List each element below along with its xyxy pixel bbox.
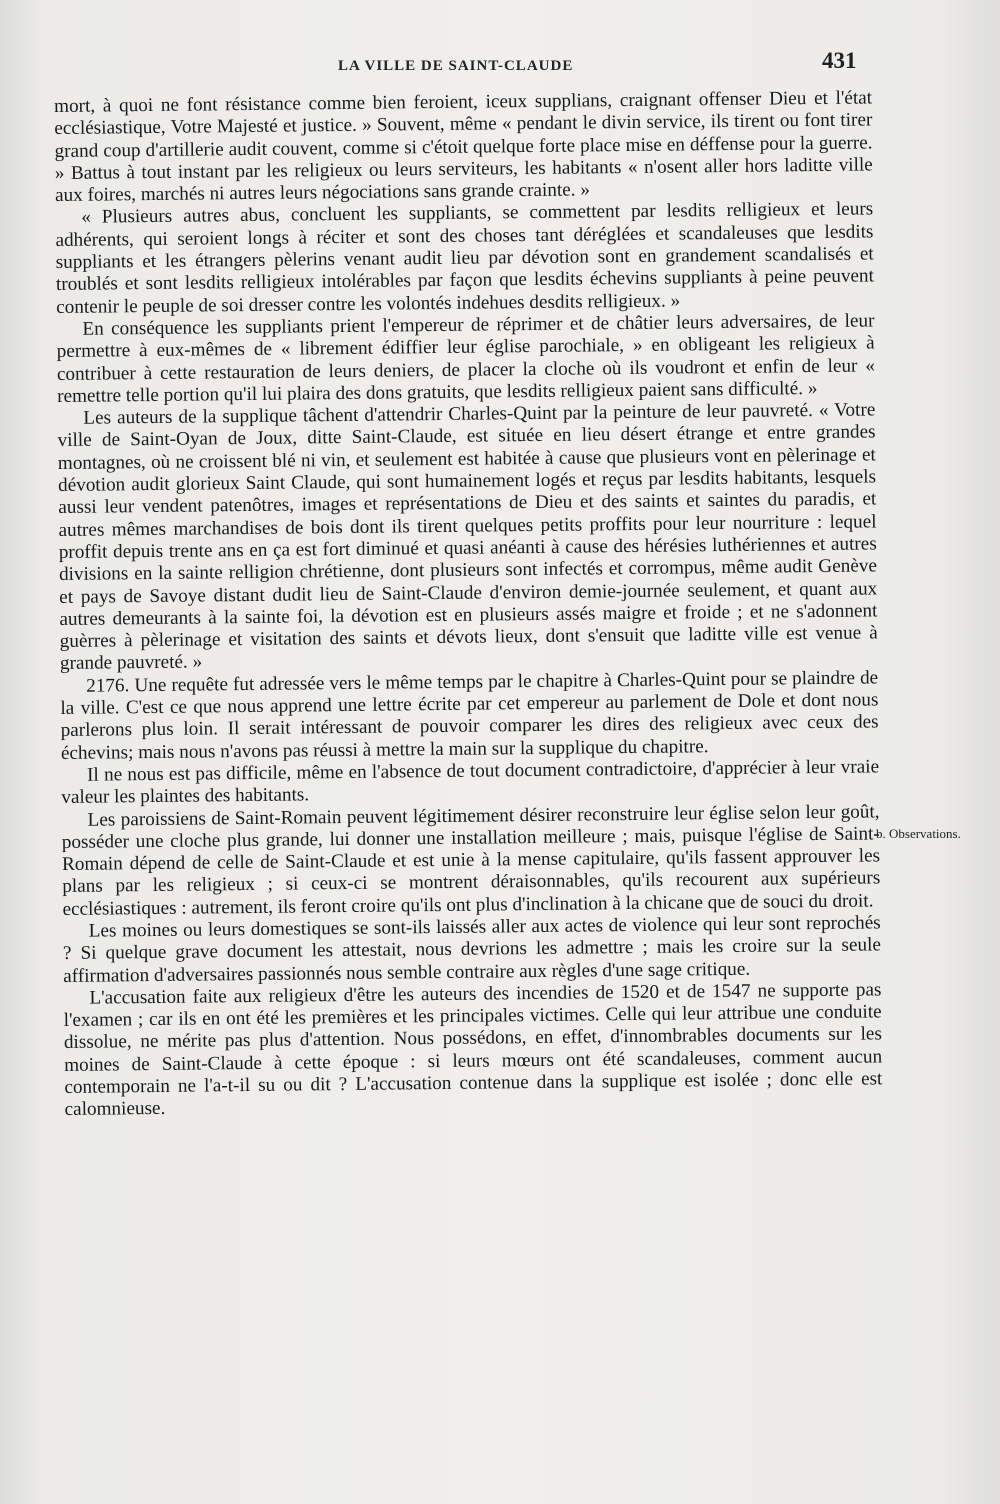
body-text [54, 87, 883, 1121]
page-number: 431 [822, 48, 857, 73]
paragraph-1: mort, à quoi ne font résistance comme bien feroient, iceux supplians, craignant offenser Dieu et l'état ecclésiastique, Votre Majesté et justice. » Souvent, même « pendant le divin service, ils tirent ou font tirer grand coup d'artillerie audit couvent, comme si c'étoit quelque forte place mise en déffense pour la guerre. » Battus à tout instant par les religieux ou leurs serviteurs, les habitants « n'osent aller hors laditte ville aux foires, marchés ni autres leurs négociations sans grande crainte. » [54, 87, 873, 207]
paragraph-3: En conséquence les suppliants prient l'empereur de réprimer et de châtier leurs adversaires, de leur permettre à eux-mêmes de « librement édiffier leur église parochiale, » en obligeant les religieux à contribuer à cette restauration de leurs deniers, de placer la cloche où ils voudront et enfin de leur « remettre telle portion qu'il lui plaira des dons gratuits, que lesdits relligieux paient sans difficulté. » [56, 310, 875, 407]
paragraph-2: « Plusieurs autres abus, concluent les suppliants, se commettent par lesdits relligieux et leurs adhérents, qui seroient longs à réciter et sont des choses tant déréglées et scandaleuses que lesdits suppliants et les étrangers pèlerins venant audit lieu par dévotion sont en grandement scandalisés et troublés et sont lesdits relligieux intolérables par façon que lesdits échevins suppliants à peine peuvent contenir le peuple de soi dresser contre les volontés indehues desdits relligieux. » [55, 198, 875, 318]
paragraph-7: Les paroissiens de Saint-Romain peuvent légitimement désirer reconstruire leur église selon leur goût, posséder une cloche plus grande, lui donner une installation meilleure ; mais, puisque l'église de Saint-Romain dépend de celle de Saint-Claude et est unie à la mense capitulaire, qu'ils fassent approuver les plans par les religieux ; si ceux-ci se montrent déraisonnables, qu'ils recourent aux supérieurs ecclésiastiques : autrement, ils feront croire qu'ils ont plus d'inclination à la chicane que de souci du droit. [61, 800, 881, 920]
paragraph-5: 2176. Une requête fut adressée vers le même temps par le chapitre à Charles-Quint pour se plaindre de la ville. C'est ce que nous apprend une lettre écrite par cet empereur au parlement de Dole et dont nous parlerons plus loin. Il serait intéressant de pouvoir comparer les dires des religieux avec ceux des échevins; mais nous n'avons pas réussi à mettre la main sur la supplique du chapitre. [60, 667, 879, 764]
paragraph-8: Les moines ou leurs domestiques se sont-ils laissés aller aux actes de violence qui leur sont reprochés ? Si quelque grave document les attestait, nous devrions les admettre ; mais les croire sur la seule affirmation d'adversaires passionnés nous semble contraire aux règles d'une sage critique. [62, 912, 882, 987]
paragraph-4: Les auteurs de la supplique tâchent d'attendrir Charles-Quint par la peinture de leur pauvreté. « Votre ville de Saint-Oyan de Joux, ditte Saint-Claude, est située en lieu désert étrange et entre grandes montagnes, où ne croissent blé ni vin, et seulement est habitée à cause que plusieurs vont en pèlerinage et dévotion audit glorieux Saint Claude, qui sont humainement logés et reçus par lesdits habitants, lesquels aussi leur vendent patenôtres, images et représentations de Dieu et des saints et saintes du paradis, et autres mêmes marchandises de bois dont ils tirent quelques petits proffits pour leur nourriture : lequel proffit depuis trente ans en ça est fort diminué et quasi anéanti à cause des hérésies luthériennes et autres divisions en la sainte relligion chrétienne, dont plusieurs sont infectés et corrompus, même audit Genève et pays de Savoye distant dudit lieu de Saint-Claude d'environ demie-journée seulement, et quant aux autres demeurants à la sainte foi, la dévotion est en plusieurs assés maigre et froide ; et ne s'adonnent guèrres à pèlerinage et visitation des saints et dévots lieux, dont s'ensuit que laditte ville est venue à grande pauvreté. » [57, 399, 878, 675]
paragraph-9: L'accusation faite aux religieux d'être les auteurs des incendies de 1520 et de 1547 ne supporte pas l'examen ; car ils en ont été les premières et les principales victimes. Celle qui leur attribue une conduite dissolue, ne mérite pas plus d'attention. Nous possédons, en effet, d'innombrables documents sur les moines de Saint-Claude à cette époque : si leurs mœurs ont été scandaleuses, comment aucun contemporain ne l'a-t-il su ou dit ? L'accusation contenue dans la supplique est isolée ; donc elle est calomnieuse. [63, 979, 883, 1121]
margin-note: b. Observations. [876, 826, 961, 841]
paragraph-6: Il ne nous est pas difficile, même en l'absence de tout document contradictoire, d'apprécier à leur vraie valeur les plaintes des habitants. [61, 756, 880, 809]
running-title: LA VILLE DE SAINT-CLAUDE [338, 58, 574, 74]
